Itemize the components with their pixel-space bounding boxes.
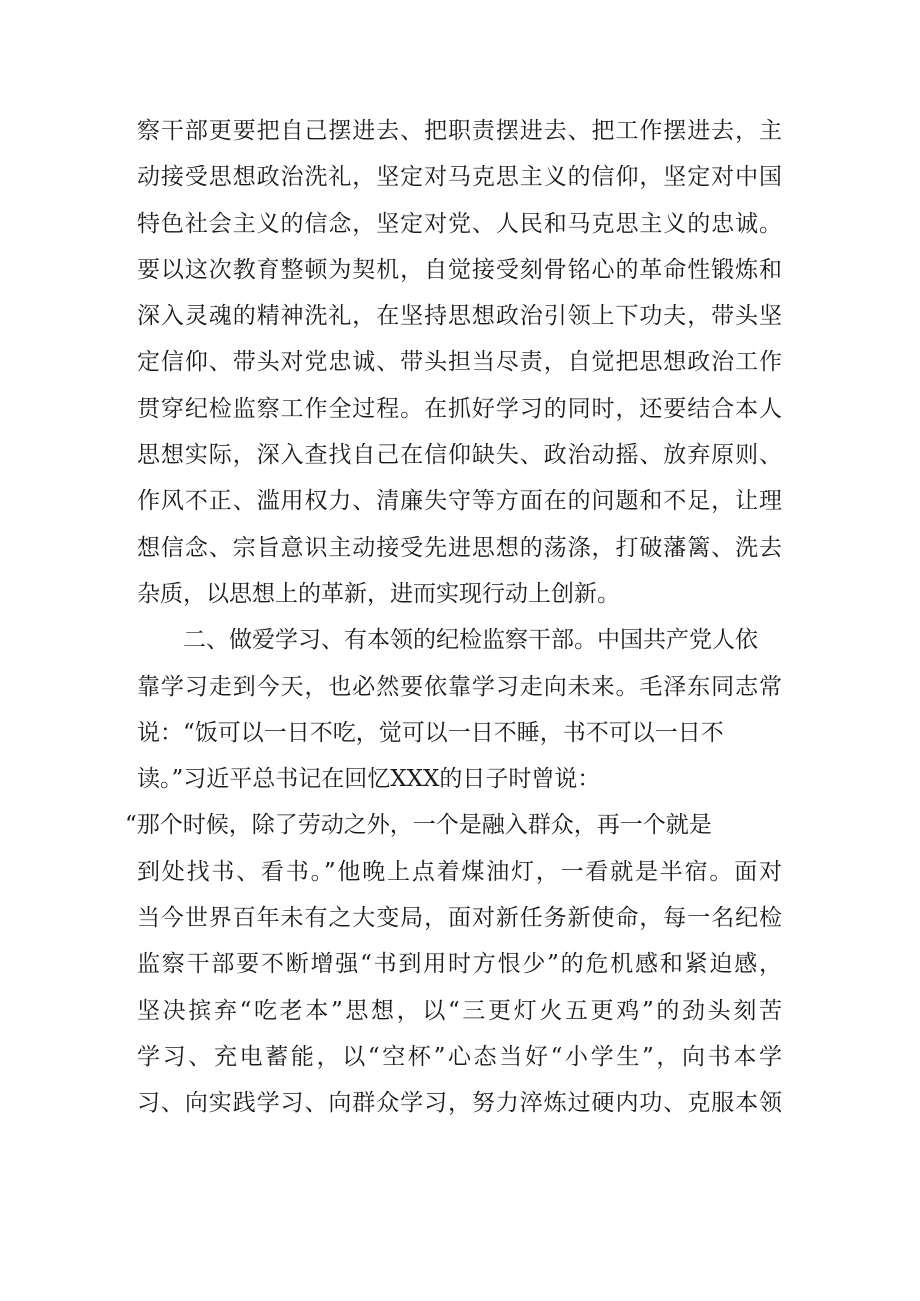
text-line: 学习、充电蓄能，以“空杯”心态当好“小学生”，向书本学 (137, 1043, 782, 1070)
text-line: 贯穿纪检监察工作全过程。在抓好学习的同时，还要结合本人 (137, 395, 782, 422)
paragraph-end-line: 杂质，以思想上的革新，进而实现行动上创新。 (137, 580, 620, 607)
quote-line: “那个时候，除了劳动之外，一个是融入群众，再一个就是 (125, 812, 712, 839)
text-line: 监察干部要不断增强“书到用时方恨少”的危机感和紧迫感， (137, 951, 782, 978)
text-line: 坚决摈弃“吃老本”思想，以“三更灯火五更鸡”的劲头刻苦 (137, 997, 782, 1024)
text-line: 习、向实践学习、向群众学习，努力淬炼过硬内功、克服本领 (137, 1090, 782, 1117)
text-line: 特色社会主义的信念，坚定对党、人民和马克思主义的忠诚。 (137, 210, 782, 237)
text-line: 定信仰、带头对党忠诚、带头担当尽责，自觉把思想政治工作 (137, 349, 782, 376)
text-line: 到处找书、看书。”他晚上点着煤油灯，一看就是半宿。面对 (137, 858, 782, 885)
text-line: 思想实际，深入查找自己在信仰缺失、政治动摇、放弃原则、 (137, 442, 782, 469)
body-text (125, 108, 782, 1127)
text-line: 察干部更要把自己摆进去、把职责摆进去、把工作摆进去，主 (137, 118, 782, 144)
text-line: 作风不正、滥用权力、清廉失守等方面在的问题和不足，让理 (137, 488, 782, 515)
text-line: 说：“饭可以一日不吃，觉可以一日不睡，书不可以一日不 (137, 719, 724, 746)
text-line: 读。”习近平总书记在回忆XXX的日子时曾说： (137, 766, 601, 793)
text-line: 深入灵魂的精神洗礼，在坚持思想政治引领上下功夫，带头坚 (137, 303, 782, 330)
section-heading-line: 二、做爱学习、有本领的纪检监察干部。中国共产党人依 (183, 627, 758, 654)
text-line: 当今世界百年未有之大变局，面对新任务新使命，每一名纪检 (137, 905, 782, 932)
text-line: 想信念、宗旨意识主动接受先进思想的荡涤，打破藩篱、洗去 (137, 534, 782, 561)
text-line: 动接受思想政治洗礼，坚定对马克思主义的信仰，坚定对中国 (137, 164, 782, 191)
text-line: 要以这次教育整顿为契机，自觉接受刻骨铭心的革命性锻炼和 (137, 256, 782, 283)
text-line: 靠学习走到今天，也必然要依靠学习走向未来。毛泽东同志常 (137, 673, 782, 700)
